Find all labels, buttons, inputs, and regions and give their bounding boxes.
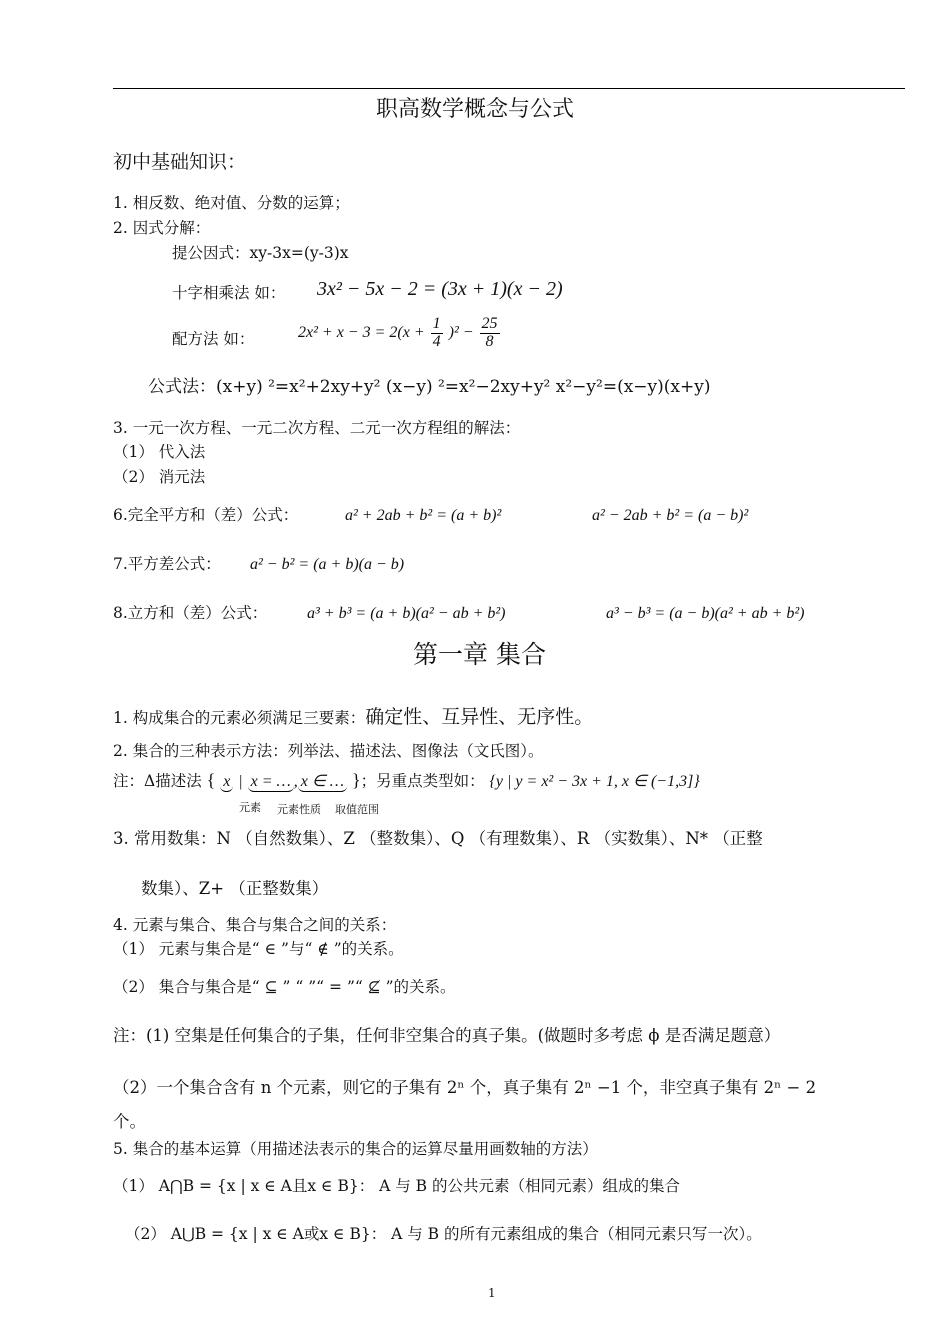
factor-common: 提公因式：xy-3x=(y-3)x — [172, 244, 349, 262]
complete-mid: )² − — [448, 323, 474, 341]
set-point-1-emphasis: 确定性、互异性、无序性。 — [365, 706, 594, 728]
perfect-square-sum: a² + 2ab + b² = (a + b)² — [345, 507, 502, 524]
property-part: x = … — [248, 772, 294, 792]
cube-sum-label: 8.立方和（差）公式： — [113, 604, 268, 622]
diff-of-squares-label: 7.平方差公式： — [113, 555, 221, 573]
note-example-formula: {y | y = x² − 3x + 1, x ∈ (−1,3]} — [489, 773, 700, 790]
under-label-element: 元素 — [239, 801, 261, 814]
set-point-5: 5. 集合的基本运算（用描述法表示的集合的运算尽量用画数轴的方法） — [113, 1140, 598, 1158]
formula-method-line: 公式法：(x+y) ²=x²+2xy+y² (x−y) ²=x²−2xy+y² x²−y²=(x−y)(x+y) — [148, 377, 711, 397]
fraction-numerator: 1 — [432, 315, 441, 332]
basics-item-3-1: （1） 代入法 — [113, 443, 206, 461]
set-point-2: 2. 集合的三种表示方法：列举法、描述法、图像法（文氏图）。 — [113, 742, 544, 760]
basics-item-1: 1. 相反数、绝对值、分数的运算； — [113, 194, 350, 212]
set-point-4: 4. 元素与集合、集合与集合之间的关系： — [113, 916, 397, 934]
set-union: （2） A⋃B = {x | x ∈ A或x ∈ B}： A 与 B 的所有元素组成的集合（相同元素只写一次）。 — [125, 1225, 762, 1243]
set-point-4-2: （2） 集合与集合是“ ⊆ ” “ ”“ = ”“ ⊈ ”的关系。 — [113, 978, 456, 996]
set-point-1 — [113, 706, 593, 729]
chapter-heading: 第一章 集合 — [413, 640, 546, 669]
set-point-4-1: （1） 元素与集合是“ ∈ ”与“ ∉ ”的关系。 — [113, 940, 404, 958]
description-note — [113, 770, 700, 792]
complete-left: 2x² + x − 3 = 2(x + — [298, 323, 425, 341]
page-number: 1 — [488, 1286, 496, 1300]
brace-close: } — [351, 770, 361, 790]
note-more: ；另重点类型如： — [360, 772, 485, 790]
perfect-square-label: 6.完全平方和（差）公式： — [113, 506, 299, 524]
fraction-denominator: 4 — [432, 332, 441, 350]
range-part: x ∈ … — [298, 772, 347, 792]
perfect-square-diff: a² − 2ab + b² = (a − b)² — [592, 507, 749, 524]
under-label-range: 取值范围 — [335, 803, 379, 816]
fraction-numerator: 25 — [481, 315, 498, 332]
set-intersection: （1） A⋂B = {x | x ∈ A且x ∈ B}： A 与 B 的公共元素（相同元素）组成的集合 — [113, 1177, 680, 1195]
page-title: 职高数学概念与公式 — [376, 97, 575, 122]
under-label-property: 元素性质 — [277, 803, 321, 816]
fraction-denominator: 8 — [485, 332, 494, 350]
common-sets-line-2: 数集）、Z+ （正整数集） — [141, 879, 329, 898]
brace-open: { — [206, 770, 216, 790]
factor-cross-label: 十字相乘法 如： — [172, 284, 286, 302]
subset-count-line-1: （2）一个集合含有 n 个元素，则它的子集有 2ⁿ 个，真子集有 2ⁿ −1 个，非空真子集有 2ⁿ − 2 — [113, 1078, 817, 1097]
common-sets-line-1: 3. 常用数集：N （自然数集）、Z （整数集）、Q （有理数集）、R （实数集）、N* （正整 — [113, 829, 763, 848]
bar: | — [238, 773, 243, 790]
set-point-1-text: 1. 构成集合的元素必须满足三要素： — [113, 709, 366, 727]
empty-set-note: 注：(1) 空集是任何集合的子集，任何非空集合的真子集。(做题时多考虑 ϕ 是否满足题意） — [113, 1026, 781, 1045]
basics-item-3-2: （2） 消元法 — [113, 468, 206, 486]
note-label: 注：Δ描述法 — [113, 772, 202, 790]
subset-count-line-2: 个。 — [113, 1112, 146, 1131]
comma: , — [293, 773, 298, 790]
diff-of-squares-formula: a² − b² = (a + b)(a − b) — [250, 556, 405, 573]
basics-item-2: 2. 因式分解： — [113, 219, 211, 237]
fraction-25-8 — [480, 316, 500, 351]
header-rule — [113, 88, 905, 89]
factor-cross-formula: 3x² − 5x − 2 = (3x + 1)(x − 2) — [317, 278, 563, 300]
cube-sum-formula: a³ + b³ = (a + b)(a² − ab + b²) — [307, 605, 506, 622]
fraction-one-quarter — [431, 316, 443, 351]
section-heading-basics: 初中基础知识： — [113, 151, 247, 173]
element-part: x — [220, 772, 233, 792]
complete-square-formula — [298, 316, 502, 351]
complete-square-label: 配方法 如： — [172, 330, 255, 348]
cube-diff-formula: a³ − b³ = (a − b)(a² + ab + b²) — [606, 605, 805, 622]
basics-item-3: 3. 一元一次方程、一元二次方程、二元一次方程组的解法： — [113, 419, 521, 437]
